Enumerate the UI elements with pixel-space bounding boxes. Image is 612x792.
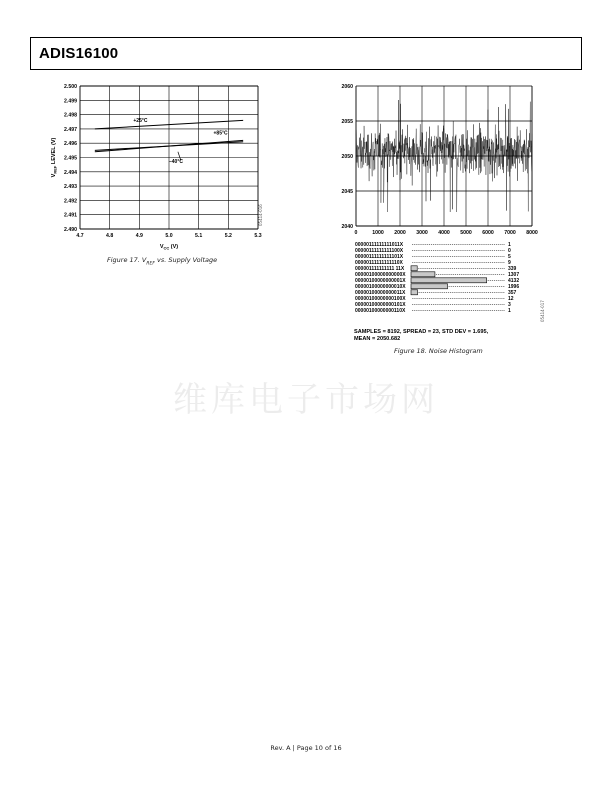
figure-18-id: 05414-017 bbox=[540, 300, 545, 322]
y-tick-label: 2.490 bbox=[64, 227, 77, 233]
noise-summary-line2: MEAN = 2050.682 bbox=[354, 336, 401, 342]
series-label-85c: +85°C bbox=[213, 130, 228, 137]
x-tick-label: 2000 bbox=[394, 230, 406, 236]
x-tick-label: 3000 bbox=[416, 230, 428, 236]
y-tick-label: 2.496 bbox=[64, 141, 77, 148]
histogram-count: 4132 bbox=[508, 278, 520, 284]
histogram-bin-label: 00000100000000011X bbox=[355, 290, 406, 296]
y-tick-label: 2045 bbox=[341, 189, 353, 195]
y-tick-label: 2.497 bbox=[64, 126, 77, 133]
histogram-bin-label: 00000100000000110X bbox=[355, 308, 406, 314]
watermark: 维库电子市场网 bbox=[173, 380, 439, 420]
x-tick-label: 5.2 bbox=[224, 233, 232, 239]
figure-18-caption: Figure 18. Noise Histogram bbox=[394, 347, 483, 355]
histogram-bar bbox=[411, 284, 448, 289]
y-tick-label: 2060 bbox=[341, 84, 353, 90]
histogram-count: 3 bbox=[508, 302, 511, 308]
figure-17-caption-tail: vs. Supply Voltage bbox=[154, 256, 218, 264]
histogram-count: 357 bbox=[508, 290, 517, 296]
histogram-bin-label: 000001111111111 11X bbox=[355, 266, 405, 272]
noise-summary bbox=[354, 329, 488, 343]
noise-summary-line1: SAMPLES = 8192, SPREAD = 23, STD DEV = 1.695, bbox=[354, 329, 489, 335]
histogram-bin-label: 00000111111111101X bbox=[355, 254, 404, 260]
histogram-count: 5 bbox=[508, 254, 511, 260]
y-tick-label: 2055 bbox=[341, 119, 353, 125]
series-label-25c: +25°C bbox=[133, 118, 148, 125]
x-tick-label: 8000 bbox=[526, 230, 538, 236]
histogram-count: 1 bbox=[508, 242, 511, 248]
figure-17-caption-sub: REF bbox=[146, 261, 155, 267]
y-axis-title: $V_{REF}$ LEVEL (V) bbox=[51, 137, 58, 178]
histogram-bin-label: 00000100000000010X bbox=[355, 284, 406, 290]
x-tick-label: 6000 bbox=[482, 230, 494, 236]
histogram-bar bbox=[411, 290, 418, 295]
y-tick-label: 2.498 bbox=[64, 112, 77, 119]
histogram-bin-label: 00000100000000001X bbox=[355, 278, 406, 284]
y-tick-label: 2050 bbox=[341, 154, 353, 160]
x-tick-label: 4.7 bbox=[76, 233, 84, 239]
histogram-count: 1307 bbox=[508, 272, 520, 278]
x-tick-label: 5.3 bbox=[254, 233, 262, 239]
figure-17-id: 05414-016 bbox=[258, 204, 263, 226]
histogram-bin-label: 00000100000000000X bbox=[355, 272, 406, 278]
x-tick-label: 4000 bbox=[438, 230, 450, 236]
y-tick-label: 2.491 bbox=[64, 212, 77, 219]
histogram-bin-label: 00000100000000100X bbox=[355, 296, 406, 302]
x-tick-label: 5000 bbox=[460, 230, 472, 236]
x-tick-label: 7000 bbox=[504, 230, 516, 236]
histogram-bin-label: 00000111111111110X bbox=[355, 260, 403, 266]
histogram-count: 1 bbox=[508, 308, 511, 314]
x-tick-label: 5.1 bbox=[195, 233, 203, 239]
figure-17-caption-text: Figure 17. V bbox=[107, 256, 147, 264]
histogram-bin-label: 00000111111111011X bbox=[355, 242, 404, 248]
x-tick-label: 1000 bbox=[372, 230, 384, 236]
y-tick-label: 2040 bbox=[341, 224, 353, 230]
histogram-bin-label: 00000100000000101X bbox=[355, 302, 406, 308]
x-axis-title: $V_{CC}$ (V) bbox=[159, 244, 179, 251]
y-tick-label: 2.494 bbox=[64, 169, 77, 176]
x-tick-label: 4.9 bbox=[135, 233, 143, 239]
series-label-m40c: –40°C bbox=[169, 158, 183, 165]
y-tick-label: 2.493 bbox=[64, 184, 77, 191]
y-tick-label: 2.492 bbox=[64, 198, 77, 205]
histogram-count: 9 bbox=[508, 260, 511, 266]
y-tick-label: 2.495 bbox=[64, 155, 77, 162]
histogram-count: 339 bbox=[508, 266, 517, 272]
histogram-count: 12 bbox=[508, 296, 514, 302]
x-tick-label: 5.0 bbox=[165, 233, 173, 239]
histogram-bar bbox=[411, 272, 435, 277]
document-title: ADIS16100 bbox=[39, 45, 119, 62]
y-tick-label: 2.500 bbox=[64, 84, 77, 90]
histogram-count: 1996 bbox=[508, 284, 520, 290]
page-footer: Rev. A | Page 10 of 16 bbox=[270, 744, 342, 752]
histogram-bar bbox=[411, 266, 417, 271]
x-tick-label: 0 bbox=[354, 230, 358, 236]
histogram-bar bbox=[411, 278, 487, 283]
y-tick-label: 2.499 bbox=[64, 98, 77, 105]
histogram-bin-label: 00000111111111100X bbox=[355, 248, 404, 254]
histogram-count: 0 bbox=[508, 248, 511, 254]
x-tick-label: 4.8 bbox=[106, 233, 114, 239]
